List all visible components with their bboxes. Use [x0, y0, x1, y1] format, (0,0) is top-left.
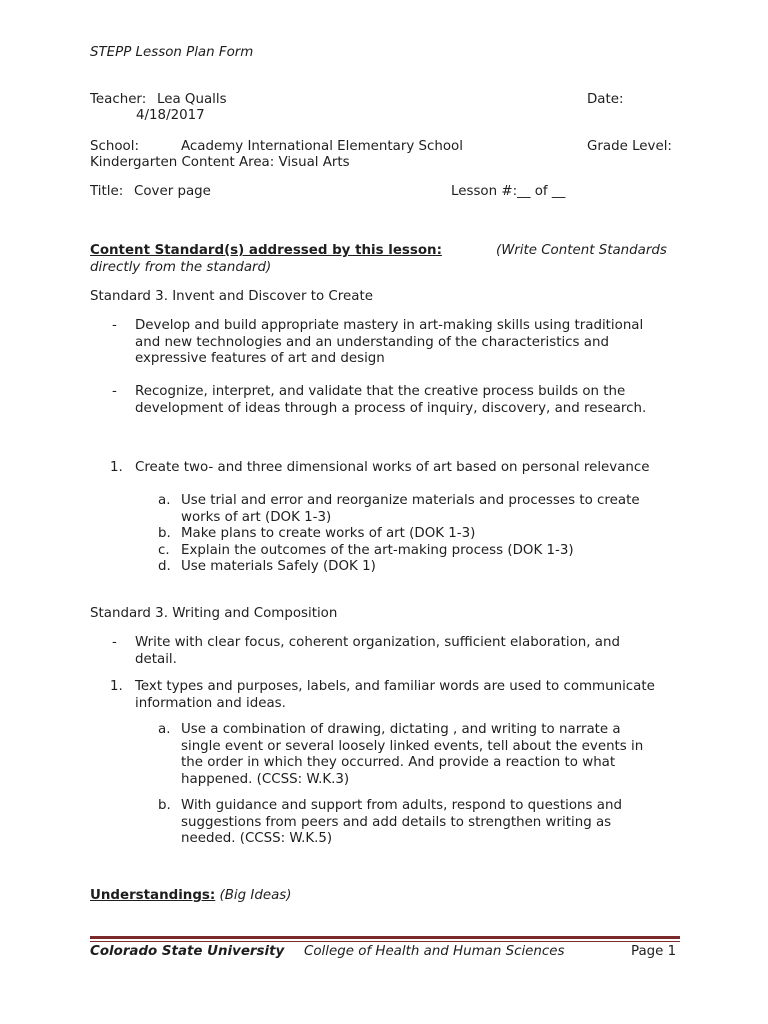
list-letter: b. [158, 798, 171, 813]
standard-bullet: Develop and build appropriate mastery in art-making skills using traditional and new technologies and an understanding of the characteristics and expressive features of art and design [135, 318, 644, 366]
form-title: STEPP Lesson Plan Form [90, 45, 254, 60]
footer-rule-thin [90, 941, 680, 942]
lettered-item: Make plans to create works of art (DOK 1-3) [181, 526, 476, 541]
list-letter: c. [158, 543, 170, 558]
footer-college: College of Health and Human Sciences [304, 944, 565, 959]
numbered-item: Create two- and three dimensional works of art based on personal relevance [135, 460, 650, 475]
footer-page-number: Page 1 [631, 944, 677, 959]
school-name: Academy International Elementary School [181, 139, 463, 154]
teacher-name: Lea Qualls [157, 92, 227, 107]
list-letter: b. [158, 526, 171, 541]
bullet-marker: - [112, 384, 117, 399]
list-letter: a. [158, 493, 171, 508]
title-label: Title: [90, 184, 124, 199]
footer-university: Colorado State University [90, 944, 285, 959]
numbered-item: Text types and purposes, labels, and familiar words are used to communicate information and ideas. [135, 679, 655, 711]
lettered-item: Explain the outcomes of the art-making process (DOK 1-3) [181, 543, 574, 558]
standard-bullet: Recognize, interpret, and validate that the creative process builds on the development of ideas through a process of inquiry, discovery, and research. [135, 384, 647, 416]
school-label: School: [90, 139, 139, 154]
lettered-item: Use a combination of drawing, dictating , and writing to narrate a single event or several loosely linked events, tell about the events in the order in which they occurred. And provide a reaction to what happened. (CCSS: W.K.3) [181, 722, 644, 787]
grade-and-content: Kindergarten Content Area: Visual Arts [90, 155, 350, 170]
list-letter: d. [158, 559, 171, 574]
content-standards-note-cont: directly from the standard) [90, 260, 272, 275]
standard-title: Standard 3. Invent and Discover to Create [90, 289, 373, 304]
date-value: 4/18/2017 [136, 108, 205, 123]
understandings-heading: Understandings: [90, 888, 216, 903]
understandings-note: (Big Ideas) [219, 888, 292, 903]
teacher-label: Teacher: [90, 92, 147, 107]
lesson-number: Lesson #:__ of __ [451, 184, 566, 199]
list-number: 1. [110, 460, 123, 475]
standard-bullet: Write with clear focus, coherent organization, sufficient elaboration, and detail. [135, 635, 620, 667]
content-standards-heading: Content Standard(s) addressed by this lesson: [90, 243, 442, 258]
lettered-item: With guidance and support from adults, respond to questions and suggestions from peers and add details to strengthen writing as needed. (CCSS: W.K.5) [181, 798, 622, 846]
standard-title: Standard 3. Writing and Composition [90, 606, 338, 621]
content-standards-note: (Write Content Standards [496, 243, 667, 258]
grade-label: Grade Level: [587, 139, 672, 154]
bullet-marker: - [112, 318, 117, 333]
list-number: 1. [110, 679, 123, 694]
bullet-marker: - [112, 635, 117, 650]
footer-rule [90, 936, 680, 939]
list-letter: a. [158, 722, 171, 737]
understandings-section [90, 888, 292, 905]
lettered-item: Use trial and error and reorganize materials and processes to create works of art (DOK 1-3) [181, 493, 640, 525]
lettered-item: Use materials Safely (DOK 1) [181, 559, 376, 574]
title-value: Cover page [134, 184, 211, 199]
date-label: Date: [587, 92, 624, 107]
